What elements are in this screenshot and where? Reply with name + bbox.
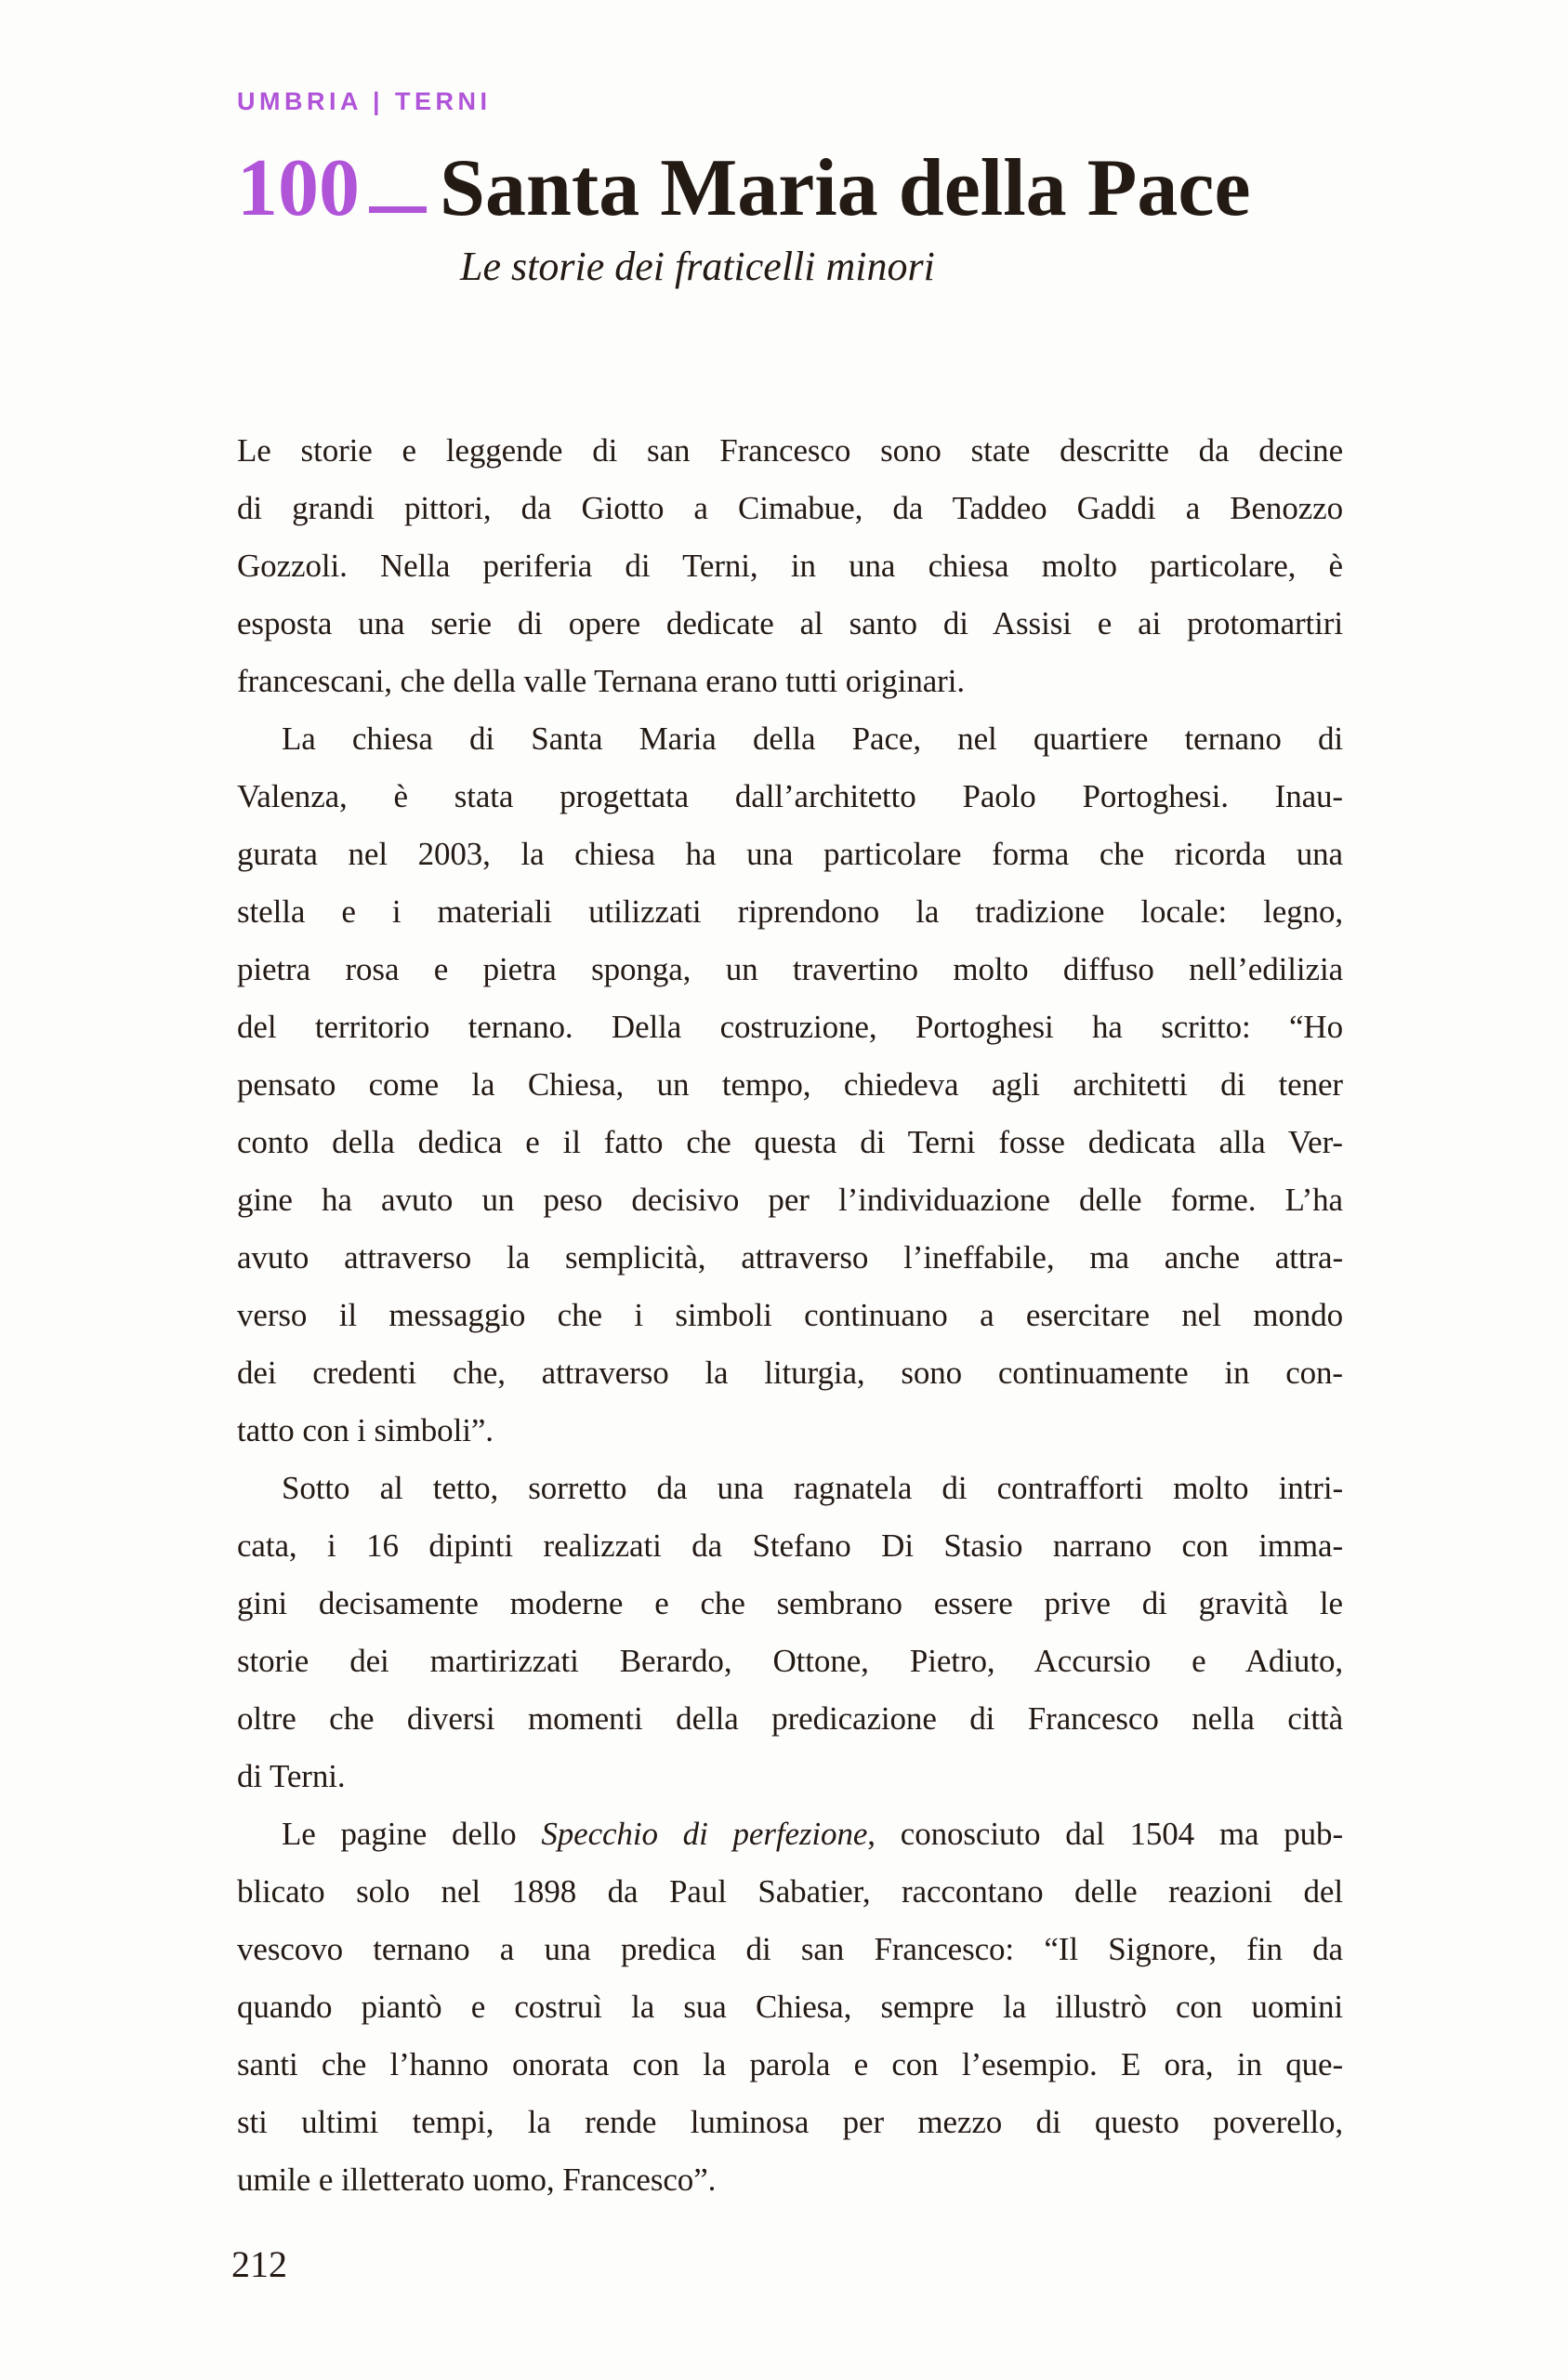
text-line: Gozzoli. Nella periferia di Terni, in una chiesa molto particolare, è [237, 548, 1343, 585]
text-segment: , conosciuto dal 1504 ma pub- [867, 1816, 1343, 1853]
chapter-title-line [237, 143, 1343, 233]
cited-work-title: Specchio di perfezione [541, 1816, 868, 1853]
text-line: conto della dedica e il fatto che questa di Terni fosse dedicata alla Ver- [237, 1124, 1343, 1161]
text-line: Valenza, è stata progettata dall’architetto Paolo Portoghesi. Inau- [237, 778, 1343, 815]
text-line: gini decisamente moderne e che sembrano essere prive di gravità le [237, 1585, 1343, 1622]
text-line: umile e illetterato uomo, Francesco”. [237, 2162, 717, 2199]
paragraph [237, 1805, 1343, 2209]
chapter-subtitle: Le storie dei fraticelli minori [460, 244, 935, 290]
title-underscore-rule [369, 206, 427, 213]
article-body [237, 422, 1343, 2209]
text-line: di Terni. [237, 1758, 346, 1795]
text-line: pietra rosa e pietra sponga, un travertino molto diffuso nell’edilizia [237, 951, 1343, 988]
text-line: stella e i materiali utilizzati riprendono la tradizione locale: legno, [237, 893, 1343, 931]
region-breadcrumb: UMBRIA | TERNI [237, 87, 492, 115]
chapter-title: Santa Maria della Pace [440, 143, 1251, 233]
text-line: gine ha avuto un peso decisivo per l’individuazione delle forme. L’ha [237, 1182, 1343, 1219]
text-line: tatto con i simboli”. [237, 1412, 494, 1449]
page-number: 212 [231, 2243, 287, 2285]
text-line: vescovo ternano a una predica di san Francesco: “Il Signore, fin da [237, 1931, 1343, 1968]
text-line: dei credenti che, attraverso la liturgia, sono continuamente in con- [237, 1355, 1343, 1392]
text-segment: Le pagine dello [282, 1816, 542, 1853]
text-line: del territorio ternano. Della costruzione, Portoghesi ha scritto: “Ho [237, 1009, 1343, 1046]
paragraph [237, 422, 1343, 710]
text-line: gurata nel 2003, la chiesa ha una particolare forma che ricorda una [237, 836, 1343, 873]
text-line: storie dei martirizzati Berardo, Ottone, Pietro, Accursio e Adiuto, [237, 1643, 1343, 1680]
text-line: Le storie e leggende di san Francesco sono state descritte da decine [237, 432, 1343, 469]
text-line: esposta una serie di opere dedicate al santo di Assisi e ai protomartiri [237, 605, 1343, 642]
paragraph [237, 710, 1343, 1460]
text-line: santi che l’hanno onorata con la parola e con l’esempio. E ora, in que- [237, 2046, 1343, 2083]
chapter-number: 100 [237, 143, 360, 233]
text-line: francescani, che della valle Ternana erano tutti originari. [237, 663, 965, 700]
text-line: verso il messaggio che i simboli continuano a esercitare nel mondo [237, 1297, 1343, 1334]
text-line: sti ultimi tempi, la rende luminosa per mezzo di questo poverello, [237, 2104, 1343, 2141]
text-line: di grandi pittori, da Giotto a Cimabue, da Taddeo Gaddi a Benozzo [237, 490, 1343, 527]
text-line: La chiesa di Santa Maria della Pace, nel quartiere ternano di [282, 721, 1343, 758]
text-line: cata, i 16 dipinti realizzati da Stefano Di Stasio narrano con imma- [237, 1527, 1343, 1565]
text-line: Sotto al tetto, sorretto da una ragnatela di contrafforti molto intri- [282, 1470, 1343, 1507]
paragraph [237, 1460, 1343, 1805]
text-line: avuto attraverso la semplicità, attraverso l’ineffabile, ma anche attra- [237, 1239, 1343, 1276]
text-line: blicato solo nel 1898 da Paul Sabatier, raccontano delle reazioni del [237, 1873, 1343, 1911]
text-line: oltre che diversi momenti della predicazione di Francesco nella città [237, 1700, 1343, 1738]
text-line: pensato come la Chiesa, un tempo, chiedeva agli architetti di tener [237, 1066, 1343, 1104]
text-line: quando piantò e costruì la sua Chiesa, sempre la illustrò con uomini [237, 1989, 1343, 2026]
text-line [237, 1805, 1343, 1863]
